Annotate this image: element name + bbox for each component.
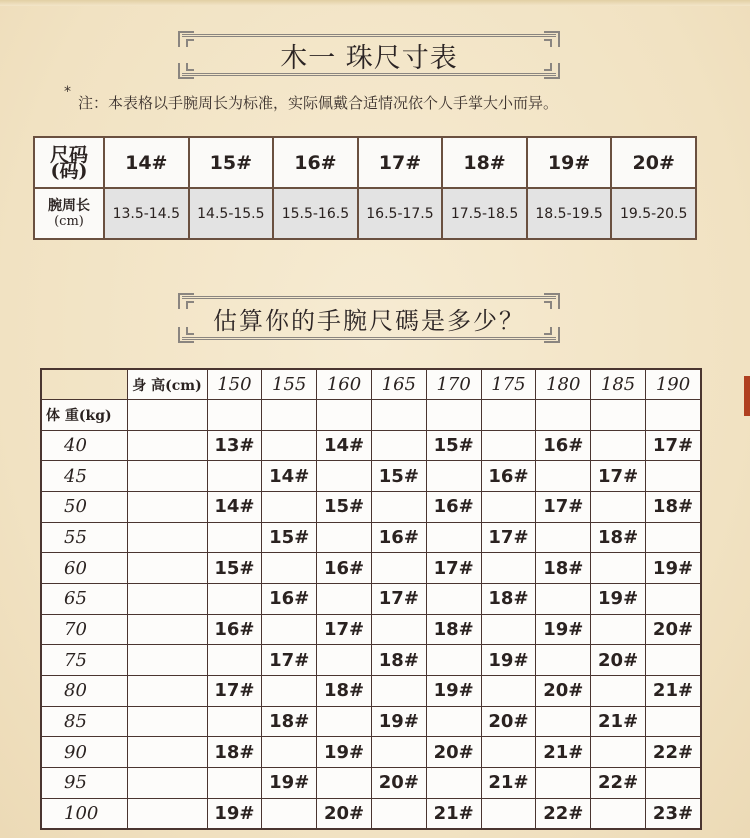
size-cell: 15# [189, 137, 274, 188]
weight-value: 90 [41, 737, 127, 768]
size-cell: 21# [426, 798, 481, 829]
weight-value: 65 [41, 584, 127, 615]
empty-cell [591, 430, 646, 461]
height-value: 165 [371, 369, 426, 400]
size-cell: 21# [591, 706, 646, 737]
size-cell: 15# [371, 461, 426, 492]
empty-cell [127, 645, 207, 676]
wrist-range-label-unit: (cm) [35, 214, 103, 230]
size-cell: 16# [317, 553, 372, 584]
empty-cell [646, 522, 702, 553]
note-star: * [64, 84, 71, 100]
size-cell: 15# [262, 522, 317, 553]
height-value: 150 [207, 369, 262, 400]
empty-cell [127, 522, 207, 553]
empty-cell [536, 461, 591, 492]
empty-cell [262, 676, 317, 707]
empty-cell [426, 522, 481, 553]
top-border [0, 0, 750, 6]
size-cell: 16# [273, 137, 358, 188]
height-value: 190 [646, 369, 702, 400]
wrist-range-row [34, 188, 696, 239]
empty-cell [127, 553, 207, 584]
height-header-row [41, 369, 701, 400]
size-cell: 20# [426, 737, 481, 768]
empty-cell [536, 522, 591, 553]
size-cell: 17# [591, 461, 646, 492]
size-cell: 18# [317, 676, 372, 707]
empty-cell [317, 522, 372, 553]
size-cell: 19# [371, 706, 426, 737]
weight-value: 80 [41, 676, 127, 707]
table-row [41, 522, 701, 553]
table-row [41, 430, 701, 461]
size-cell: 19# [207, 798, 262, 829]
empty-cell [371, 492, 426, 523]
size-cell: 17# [262, 645, 317, 676]
empty-cell [591, 492, 646, 523]
size-cell: 22# [591, 768, 646, 799]
size-cell: 16# [207, 614, 262, 645]
empty-cell [207, 768, 262, 799]
size-cell: 15# [426, 430, 481, 461]
size-row [34, 137, 696, 188]
empty-cell [127, 676, 207, 707]
empty-cell [262, 614, 317, 645]
range-cell: 16.5-17.5 [358, 188, 443, 239]
empty-cell [371, 737, 426, 768]
height-label: 身 高(cm) [127, 369, 207, 400]
size-cell: 17# [536, 492, 591, 523]
empty-cell [371, 430, 426, 461]
size-cell: 16# [426, 492, 481, 523]
empty-cell [426, 461, 481, 492]
size-cell: 16# [262, 584, 317, 615]
empty-cell [481, 614, 536, 645]
size-cell: 17# [426, 553, 481, 584]
table-row [41, 461, 701, 492]
empty-cell [481, 430, 536, 461]
height-value: 185 [591, 369, 646, 400]
table-row [41, 645, 701, 676]
size-cell: 17# [358, 137, 443, 188]
empty-cell [591, 798, 646, 829]
table-row [41, 614, 701, 645]
empty-cell [591, 737, 646, 768]
height-value: 160 [317, 369, 372, 400]
size-cell: 16# [481, 461, 536, 492]
size-cell: 17# [317, 614, 372, 645]
empty-cell [646, 400, 702, 431]
empty-cell [127, 706, 207, 737]
empty-cell [207, 400, 262, 431]
estimate-title-frame [182, 296, 556, 340]
empty-cell [426, 768, 481, 799]
size-cell: 20# [646, 614, 702, 645]
table-row [41, 492, 701, 523]
size-cell: 18# [442, 137, 527, 188]
empty-cell [207, 645, 262, 676]
weight-value: 40 [41, 430, 127, 461]
size-cell: 19# [527, 137, 612, 188]
empty-cell [207, 522, 262, 553]
size-cell: 22# [536, 798, 591, 829]
size-cell: 19# [262, 768, 317, 799]
size-cell: 13# [207, 430, 262, 461]
size-cell: 18# [426, 614, 481, 645]
size-chart-title-frame [182, 34, 556, 76]
size-cell: 20# [536, 676, 591, 707]
size-cell: 19# [426, 676, 481, 707]
empty-cell [591, 676, 646, 707]
weight-value: 45 [41, 461, 127, 492]
empty-cell [127, 492, 207, 523]
size-cell: 18# [591, 522, 646, 553]
empty-cell [426, 400, 481, 431]
size-cell: 18# [646, 492, 702, 523]
empty-cell [536, 584, 591, 615]
size-cell: 18# [262, 706, 317, 737]
estimate-table [40, 368, 702, 830]
empty-cell [127, 430, 207, 461]
table-row [41, 706, 701, 737]
size-cell: 19# [317, 737, 372, 768]
weight-value: 85 [41, 706, 127, 737]
empty-cell [262, 430, 317, 461]
empty-cell [481, 676, 536, 707]
range-cell: 18.5-19.5 [527, 188, 612, 239]
empty-cell [371, 676, 426, 707]
table-row [41, 553, 701, 584]
size-cell: 14# [207, 492, 262, 523]
weight-value: 95 [41, 768, 127, 799]
empty-cell [536, 706, 591, 737]
empty-cell [371, 400, 426, 431]
empty-cell [481, 798, 536, 829]
size-cell: 18# [536, 553, 591, 584]
empty-cell [262, 400, 317, 431]
empty-cell [127, 737, 207, 768]
size-label: 尺码(码) [34, 137, 104, 188]
empty-cell [646, 768, 702, 799]
table-row [41, 798, 701, 829]
height-value: 170 [426, 369, 481, 400]
empty-cell [646, 706, 702, 737]
size-cell: 19# [646, 553, 702, 584]
weight-label: 体 重(kg) [41, 400, 127, 431]
empty-cell [646, 461, 702, 492]
empty-cell [591, 553, 646, 584]
empty-cell [481, 737, 536, 768]
table-row [41, 584, 701, 615]
size-cell: 21# [481, 768, 536, 799]
size-cell: 18# [207, 737, 262, 768]
edge-accent-mark [744, 376, 750, 416]
weight-value: 55 [41, 522, 127, 553]
size-note [64, 84, 559, 113]
size-cell: 14# [104, 137, 189, 188]
empty-cell [317, 400, 372, 431]
empty-cell [426, 584, 481, 615]
empty-cell [317, 584, 372, 615]
size-cell: 15# [317, 492, 372, 523]
size-cell: 18# [481, 584, 536, 615]
size-cell: 19# [536, 614, 591, 645]
empty-cell [426, 706, 481, 737]
empty-cell [536, 768, 591, 799]
size-cell: 14# [317, 430, 372, 461]
empty-cell [317, 706, 372, 737]
size-cell: 21# [536, 737, 591, 768]
empty-cell [127, 461, 207, 492]
range-cell: 15.5-16.5 [273, 188, 358, 239]
empty-cell [262, 553, 317, 584]
size-cell: 20# [481, 706, 536, 737]
size-cell: 20# [371, 768, 426, 799]
empty-cell [262, 798, 317, 829]
wrist-range-label [34, 188, 104, 239]
range-cell: 17.5-18.5 [442, 188, 527, 239]
empty-cell [371, 798, 426, 829]
empty-cell [481, 492, 536, 523]
size-cell: 19# [481, 645, 536, 676]
empty-cell [317, 768, 372, 799]
size-cell: 14# [262, 461, 317, 492]
weight-value: 60 [41, 553, 127, 584]
range-cell: 13.5-14.5 [104, 188, 189, 239]
size-cell: 17# [481, 522, 536, 553]
size-cell: 15# [207, 553, 262, 584]
empty-cell [646, 584, 702, 615]
table-row [41, 737, 701, 768]
table-row [41, 768, 701, 799]
height-value: 180 [536, 369, 591, 400]
weight-value: 100 [41, 798, 127, 829]
table-corner [41, 369, 127, 400]
empty-cell [481, 553, 536, 584]
empty-cell [536, 400, 591, 431]
empty-cell [127, 614, 207, 645]
empty-cell [536, 645, 591, 676]
empty-cell [317, 461, 372, 492]
empty-cell [646, 645, 702, 676]
empty-cell [591, 400, 646, 431]
weight-value: 75 [41, 645, 127, 676]
size-cell: 16# [536, 430, 591, 461]
size-cell: 16# [371, 522, 426, 553]
height-value: 155 [262, 369, 317, 400]
weight-value: 50 [41, 492, 127, 523]
size-cell: 20# [317, 798, 372, 829]
empty-cell [481, 400, 536, 431]
table-row [41, 676, 701, 707]
size-chart-title: 木一 珠尺寸表 [280, 42, 458, 74]
empty-cell [591, 614, 646, 645]
range-cell: 14.5-15.5 [189, 188, 274, 239]
empty-cell [262, 737, 317, 768]
height-value: 175 [481, 369, 536, 400]
range-cell: 19.5-20.5 [611, 188, 696, 239]
weight-value: 70 [41, 614, 127, 645]
size-cell: 22# [646, 737, 702, 768]
empty-cell [207, 706, 262, 737]
wrist-range-label-line1: 腕周长 [48, 197, 90, 214]
empty-cell [426, 645, 481, 676]
weight-header-row [41, 400, 701, 431]
size-cell: 19# [591, 584, 646, 615]
empty-cell [371, 614, 426, 645]
size-cell: 20# [591, 645, 646, 676]
empty-cell [127, 768, 207, 799]
size-cell: 20# [611, 137, 696, 188]
size-table [33, 136, 697, 240]
size-cell: 21# [646, 676, 702, 707]
size-cell: 23# [646, 798, 702, 829]
empty-cell [127, 400, 207, 431]
size-cell: 17# [646, 430, 702, 461]
empty-cell [371, 553, 426, 584]
empty-cell [127, 798, 207, 829]
size-cell: 17# [371, 584, 426, 615]
empty-cell [317, 645, 372, 676]
empty-cell [127, 584, 207, 615]
empty-cell [262, 492, 317, 523]
size-cell: 18# [371, 645, 426, 676]
estimate-title: 估算你的手腕尺碼是多少？ [213, 306, 525, 335]
note-text: 注：本表格以手腕周长为标准，实际佩戴合适情况依个人手掌大小而异。 [78, 94, 559, 112]
empty-cell [207, 584, 262, 615]
size-cell: 17# [207, 676, 262, 707]
empty-cell [207, 461, 262, 492]
